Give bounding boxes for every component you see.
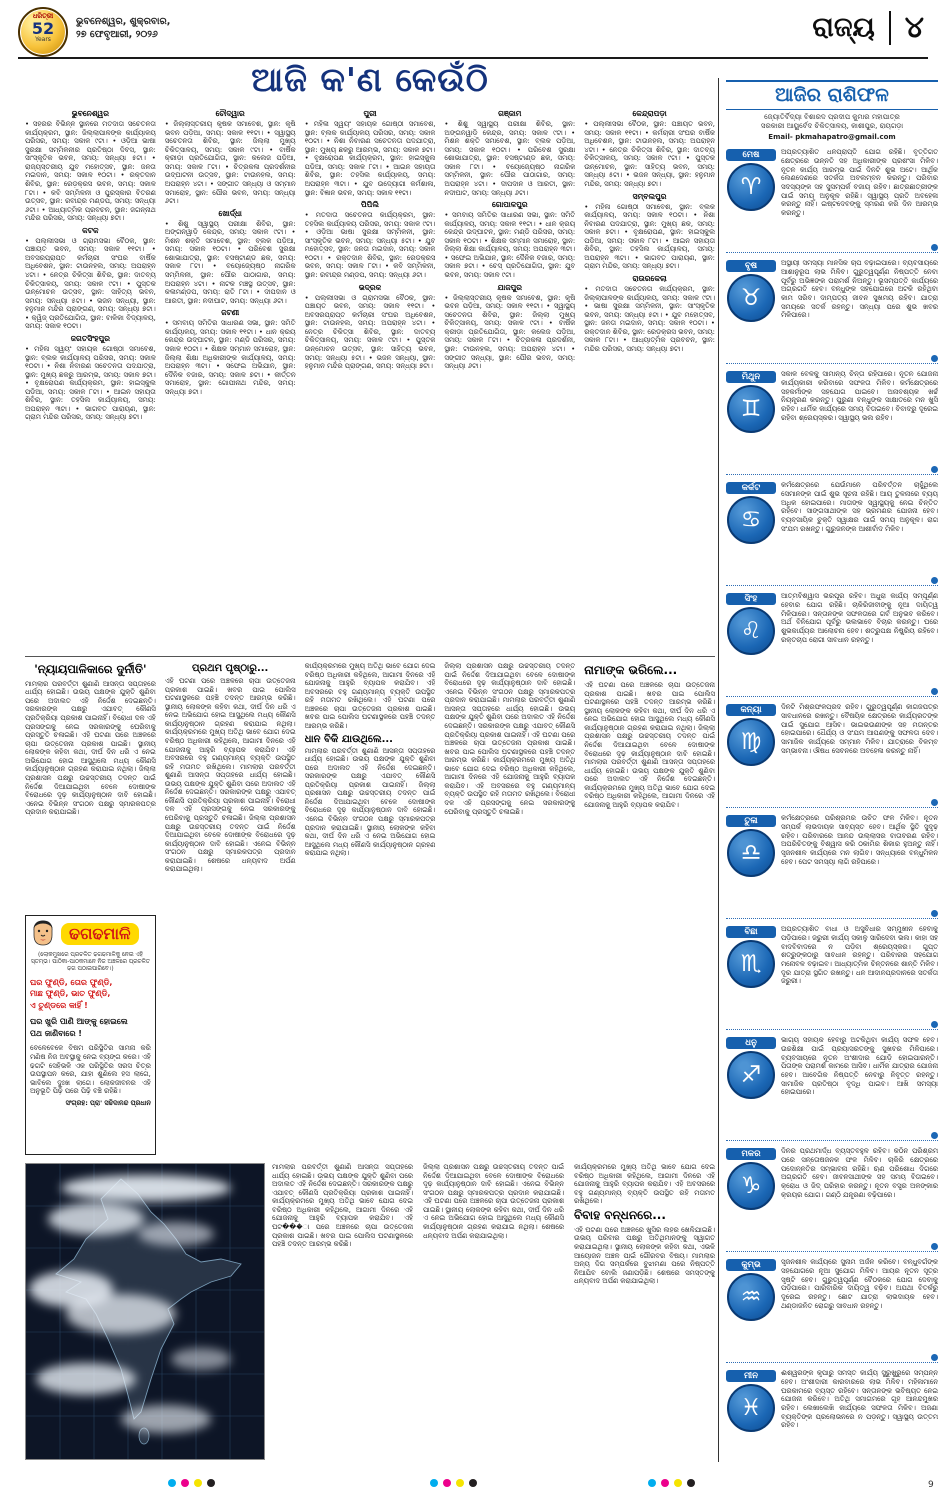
listing-text: • ସହରର ବିଭିନ୍ନ ସ୍ଥାନରେ ମତଦାତା ସଚେତନତା କାର୍ଯ୍ୟକ୍ରମ, ସ୍ଥାନ: ଜିଲ୍ଲାପାଳଙ୍କ କାର୍ଯ୍ୟାଳୟ ପରିସର, ସମୟ: ସକାଳ ୯ଟା। • ଓଡ଼ିଆ ଭାଷା ସୁରକ୍ଷା ସମ୍ମିଳନୀର ପ୍ରତିଷ୍ଠା ଦିବସ, ସ୍ଥାନ: ସାଂସ୍କୃତିକ ଭବନ, ସମୟ: ସନ୍ଧ୍ୟା ୫ଟା। • ରାଜ୍ୟସ୍ତରୀୟ ଯୁବ ମହୋତ୍ସବ, ସ୍ଥାନ: ଜନତା ମଇଦାନ, ସମୟ: ସକାଳ ୧୦ଟା। • ରକ୍ତଦାନ ଶିବିର, ସ୍ଥାନ: ରେଡ଼କ୍ରସ ଭବନ, ସମୟ: ସକାଳ ୮ଟା। • କବି ସମ୍ମିଳନୀ ଓ ପୁରସ୍କାର ବିତରଣ ଉତ୍ସବ, ସ୍ଥାନ: ରବୀନ୍ଦ୍ର ମଣ୍ଡପ, ସମୟ: ସନ୍ଧ୍ୟା ୬ଟା। • ଆଧ୍ୟାତ୍ମିକ ପ୍ରବଚନ, ସ୍ଥାନ: ଜଗନ୍ନାଥ ମନ୍ଦିର ପରିସର, ସମୟ: ସନ୍ଧ୍ୟା ୭ଟା। (25, 120, 156, 223)
dateline-date: ୨୭ ଫେବୃଆରୀ, ୨୦୨୬ (76, 28, 158, 40)
cartoon-column (25, 915, 156, 1155)
jump-from-page-one-label: ପ୍ରଥମ ପୃଷ୍ଠାରୁ... (192, 663, 269, 674)
registration-marks (430, 1479, 477, 1487)
zodiac-name: କୁମ୍ଭ (726, 1259, 776, 1271)
sagittarius-icon: ♐ (727, 1051, 775, 1099)
article-body: ମାମଲାର ପରବର୍ତ୍ତୀ ଶୁଣାଣି ଆସନ୍ତା ସପ୍ତାହରେ ଧାର୍ଯ୍ୟ ହୋଇଛି। ଉଭୟ ପକ୍ଷଙ୍କ ଯୁକ୍ତି ଶୁଣିବା ପରେ ଅଦାଲତ ଏହି ନିର୍ଦ୍ଦେଶ ଦେଇଛନ୍ତି। ସରକାରଙ୍କ ପକ୍ଷରୁ ଏଯାବତ୍ କୌଣସି ପ୍ରତିକ୍ରିୟା ପ୍ରକାଶ ପାଇନାହିଁ। ଜିଲ୍ଲା ପ୍ରଶାସନ ପକ୍ଷରୁ ଉଚ୍ଚସ୍ତରୀୟ ତଦନ୍ତ ପାଇଁ ନିର୍ଦ୍ଦେଶ ଦିଆଯାଇଥିବା ବେଳେ ଦୋଷୀଙ୍କ ବିରୋଧରେ ଦୃଢ଼ କାର୍ଯ୍ୟାନୁଷ୍ଠାନ ଦାବି ହୋଇଛି। ଏନେଇ ବିଭିନ୍ନ ସଂଗଠନ ପକ୍ଷରୁ ସ୍ମାରକପତ୍ର ପ୍ରଦାନ କରାଯାଇଛି। ସ୍ଥାନୀୟ ଲୋକଙ୍କ କହିବା କଥା, ଦୀର୍ଘ ଦିନ ଧରି ଏ ନେଇ ଅଭିଯୋଗ ହୋଇ ଆସୁଥିଲେ ମଧ୍ୟ କୌଣସି କାର୍ଯ୍ୟାନୁଷ୍ଠାନ ଗ୍ରହଣ କରାଯାଇ ନଥିଲା। (304, 746, 436, 858)
zodiac-media (726, 926, 776, 988)
city-heading: ପିପିଲି (361, 200, 379, 210)
zodiac-name: ବିଛା (726, 926, 776, 938)
page-number: ୪ (904, 10, 924, 45)
dateline (76, 16, 170, 42)
zodiac-name: ସିଂହ (726, 593, 776, 605)
article-column (165, 662, 296, 1158)
zodiac-name: କର୍କଟ (726, 482, 776, 494)
zodiac-forecast: ସକାଳ ବେଳକୁ ସାମାନ୍ୟ ଚିନ୍ତା ରହିପାରେ। ନୂତନ ଯୋଜନା କାର୍ଯ୍ୟକାରୀ କରିବାରେ ସଫଳତା ମିଳିବ। କର୍ମକ୍ଷେତ୍ରରେ ସହକର୍ମୀଙ୍କ ସହଯୋଗ ପାଇବେ। ଅନାବଶ୍ୟକ ଖର୍ଚ୍ଚ ନିୟନ୍ତ୍ରଣ କରନ୍ତୁ। ପୁରୁଣା ବନ୍ଧୁଙ୍କ ସାକ୍ଷାତରେ ମନ ଖୁସି ରହିବ। ଧାର୍ମିକ କାର୍ଯ୍ୟରେ ସମୟ ବିତାଇବେ। ବିବାଦରୁ ଦୂରେଇ ରହିବା ଶ୍ରେୟସ୍କର। ସ୍ୱାସ୍ଥ୍ୟ ଭଲ ରହିବ। (781, 370, 938, 422)
zodiac-item (726, 703, 938, 808)
cartoon-title: ଢଗଢମାଳି (61, 923, 139, 945)
zodiac-forecast: ଦିନଟି ମିଶ୍ରଫଳପ୍ରଦ ରହିବ। ଗୁରୁତ୍ୱପୂର୍ଣ୍ଣ କାଗଜପତ୍ର ସାବଧାନରେ ରଖନ୍ତୁ। ବୈଷୟିକ କ୍ଷେତ୍ରରେ କାର୍ଯ୍ୟରତଙ୍କ ପାଇଁ ସୁଯୋଗ ଆସିବ। ଭାଇଭଉଣୀଙ୍କ ସହ ମତାନ୍ତର ହୋଇପାରେ। ଧୈର୍ଯ୍ୟ ଓ ସଂଯମ ଆପଣଙ୍କୁ ସଫଳତା ଦେବ। ସାମାଜିକ କାର୍ଯ୍ୟରେ ସମ୍ମାନ ମିଳିବ। ଯାତ୍ରାରେ ବିଳମ୍ବ ସମ୍ଭାବନା। ଔଷଧ ସେବନରେ ଅବହେଳା କରନ୍ତୁ ନାହିଁ। (781, 703, 938, 755)
city-heading: ଗୋପାଳପୁର (491, 200, 528, 210)
zodiac-forecast: ଭାଗ୍ୟ ସହାୟକ ହେବାରୁ ଅଟକିଥିବା କାର୍ଯ୍ୟ ସଫଳ ହେବ। ଉଚ୍ଚଶିକ୍ଷା ପାଇଁ ପ୍ରୟାସରତଙ୍କୁ ସୁଖବର ମିଳିପାରେ। ବ୍ୟବସାୟରେ ନୂତନ ଅଂଶୀଦାର ଯୋଡ଼ି ହୋଇପାରନ୍ତି। ପିତାଙ୍କ ପରାମର୍ଶ କାମରେ ଆସିବ। ଧାର୍ମିକ ଯାତ୍ରାର ଯୋଜନା ହେବ। ଆବେଗିକ ନିଷ୍ପତ୍ତି ନେବାରୁ ନିବୃତ୍ତ ରହନ୍ତୁ। ସାମାଜିକ ପ୍ରତିଷ୍ଠା ବୃଦ୍ଧି ପାଇବ। ଆଖି ସମସ୍ୟା ହୋଇପାରେ। (781, 1036, 938, 1097)
listing-text: • ମହିଳା ସ୍ୱୟଂ ସହାୟକ ଗୋଷ୍ଠୀ ସମାବେଶ, ସ୍ଥାନ: ବ୍ଲକ କାର୍ଯ୍ୟାଳୟ ପରିସର, ସମୟ: ସକାଳ ୧୦ଟା। • ନିଶା ନିବାରଣ ସଚେତନତା ପଦଯାତ୍ରା, ସ୍ଥାନ: ମୁଖ୍ୟ ଛକରୁ ଆରମ୍ଭ, ସମୟ: ସକାଳ ୭ଟା। • ବୃକ୍ଷରୋପଣ କାର୍ଯ୍ୟକ୍ରମ, ସ୍ଥାନ: ହାଇସ୍କୁଲ ପଡ଼ିଆ, ସମୟ: ସକାଳ ୮ଟା। • ଆଇନ ସହାୟତା ଶିବିର, ସ୍ଥାନ: ତହସିଲ କାର୍ଯ୍ୟାଳୟ, ସମୟ: ଅପରାହ୍ନ ୩ଟା। • ଯୁବ ଉଦ୍ୟୋଗୀ କର୍ମଶାଳା, ସ୍ଥାନ: ବିଜ୍ଞାନ ଭବନ, ସମୟ: ସକାଳ ୧୧ଟା। (304, 120, 436, 197)
listing-text: • ମହିଳା ସ୍ୱୟଂ ସହାୟକ ଗୋଷ୍ଠୀ ସମାବେଶ, ସ୍ଥାନ: ବ୍ଲକ କାର୍ଯ୍ୟାଳୟ ପରିସର, ସମୟ: ସକାଳ ୧୦ଟା। • ନିଶା ନିବାରଣ ସଚେତନତା ପଦଯାତ୍ରା, ସ୍ଥାନ: ମୁଖ୍ୟ ଛକରୁ ଆରମ୍ଭ, ସମୟ: ସକାଳ ୭ଟା। • ବୃକ୍ଷରୋପଣ କାର୍ଯ୍ୟକ୍ରମ, ସ୍ଥାନ: ହାଇସ୍କୁଲ ପଡ଼ିଆ, ସମୟ: ସକାଳ ୮ଟା। • ଆଇନ ସହାୟତା ଶିବିର, ସ୍ଥାନ: ତହସିଲ କାର୍ଯ୍ୟାଳୟ, ସମୟ: ଅପରାହ୍ନ ୩ଟା। • ଭାଗବତ ପାରାୟଣ, ସ୍ଥାନ: ଗ୍ରାମ ମନ୍ଦିର ପରିସର, ସମୟ: ସନ୍ଧ୍ୟା ୭ଟା। (25, 344, 156, 422)
listing-column (444, 106, 575, 652)
listing-text: • ମତଦାତା ସଚେତନତା କାର୍ଯ୍ୟକ୍ରମ, ସ୍ଥାନ: ତହସିଲ କାର୍ଯ୍ୟାଳୟ ପରିସର, ସମୟ: ସକାଳ ୯ଟା। • ଓଡ଼ିଆ ଭାଷା ସୁରକ୍ଷା ସମ୍ମିଳନୀ, ସ୍ଥାନ: ସାଂସ୍କୃତିକ ଭବନ, ସମୟ: ସନ୍ଧ୍ୟା ୫ଟା। • ଯୁବ ମହୋତ୍ସବ, ସ୍ଥାନ: ଜନତା ମଇଦାନ, ସମୟ: ସକାଳ ୧୦ଟା। • ରକ୍ତଦାନ ଶିବିର, ସ୍ଥାନ: ରେଡ଼କ୍ରସ ଭବନ, ସମୟ: ସକାଳ ୮ଟା। • କବି ସମ୍ମିଳନୀ, ସ୍ଥାନ: ରବୀନ୍ଦ୍ର ମଣ୍ଡପ, ସମୟ: ସନ୍ଧ୍ୟା ୬ଟା। (304, 211, 436, 279)
zodiac-forecast: ଅସ୍ଥାୟୀ ସମସ୍ୟା ମାନସିକ ଚାପ ବଢ଼ାଇପାରେ। ବ୍ୟବସାୟରେ ଆଶାନୁରୂପ ଲାଭ ମିଳିବ। ଗୁରୁତ୍ୱପୂର୍ଣ୍ଣ ନିଷ୍ପତ୍ତି ନେବା ପୂର୍ବରୁ ଅଭିଜ୍ଞଙ୍କ ପରାମର୍ଶ ନିଅନ୍ତୁ। ଭୂସମ୍ପତ୍ତି କାର୍ଯ୍ୟରେ ଅଗ୍ରଗତି ହେବ। ବନ୍ଧୁଙ୍କ ସହଯୋଗରେ ଅଟକି ରହିଥିବା କାମ ସରିବ। ଦାମ୍ପତ୍ୟ ଜୀବନ ସୁଖମୟ ରହିବ। ଯାତ୍ରା ସମୟରେ ସତର୍କ ରହନ୍ତୁ। ସନ୍ଧ୍ୟା ପରେ ଶୁଭ ଖବର ମିଳିପାରେ। (781, 259, 938, 320)
cartoon-body: ବେଳେବେଳେ ବିଷମ ପରିସ୍ଥିତିର ସାମନା କରି ମଣିଷ ନିଜ ଅବସ୍ଥାକୁ ନେଇ ବ୍ୟଙ୍ଗ କରେ। ଏହି ଢଗଟି ସେହିଭଳି ଏକ ପରିସ୍ଥିତିର ସରସ ଚିତ୍ର ଉପସ୍ଥାପନ କରେ, ଯାହା ଶୁଣିଲେ ହସ ଲାଗେ, ଭାବିଲେ ଦୁଃଖ ଲାଗେ। ଲୋକଜୀବନର ଏହି ଅନୁଭୂତି ପିଢ଼ି ପରେ ପିଢ଼ି ବଞ୍ଚି ରହିଛି। (30, 1044, 151, 1096)
zodiac-forecast: କର୍ମକ୍ଷେତ୍ରରେ ପରିଶ୍ରମର ଉଚିତ ଫଳ ମିଳିବ। ନୂତନ ସମ୍ପର୍କ ଲାଭଦାୟକ ସାବ୍ୟସ୍ତ ହେବ। ଆର୍ଥିକ ସ୍ଥିତି ସୁଦୃଢ଼ ରହିବ। ପରିବାରରେ ଆନନ୍ଦ ଉଲ୍ଲାସର ବାତାବରଣ ରହିବ। ଅପରିଚିତଙ୍କୁ ବିଶ୍ୱାସ କରି ଠକାମିର ଶିକାର ହୁଅନ୍ତୁ ନାହିଁ। ସୃଜନଶୀଳ କାର୍ଯ୍ୟରେ ମନ ଲାଗିବ। ସନ୍ଧ୍ୟାରେ ବନ୍ଧୁମିଳନ ହେବ। ପେଟ ସମସ୍ୟା ଲାଗି ରହିପାରେ। (781, 814, 938, 866)
divider (25, 656, 715, 657)
aquarius-icon: ♒ (727, 1273, 775, 1321)
zodiac-item (726, 370, 938, 475)
zodiac-media (726, 260, 776, 322)
city-heading: ପୁରୀ (363, 109, 377, 118)
article-judiciary (25, 663, 156, 910)
section-block (812, 10, 924, 45)
zodiac-name: ମୀନ (726, 1370, 776, 1382)
listing-text: • ଜିଲ୍ଲାସ୍ତରୀୟ କୃଷକ ସମାବେଶ, ସ୍ଥାନ: କୃଷି ଭବନ ପଡ଼ିଆ, ସମୟ: ସକାଳ ୧୧ଟା। • ସ୍ୱାସ୍ଥ୍ୟ ସଚେତନତା ଶିବିର, ସ୍ଥାନ: ଜିଲ୍ଲା ମୁଖ୍ୟ ଚିକିତ୍ସାଳୟ, ସମୟ: ସକାଳ ୯ଟା। • ବାର୍ଷିକ କ୍ରୀଡ଼ା ପ୍ରତିଯୋଗିତା, ସ୍ଥାନ: କଲେଜ ପଡ଼ିଆ, ସମୟ: ସକାଳ ୮ଟା। • ଚିତ୍ରକଳା ପ୍ରଦର୍ଶନୀର ଉଦ୍‌ଘାଟନୀ ଉତ୍ସବ, ସ୍ଥାନ: ଟାଉନହଲ, ସମୟ: ଅପରାହ୍ନ ୪ଟା। • ସଙ୍ଗୀତ ସନ୍ଧ୍ୟା ଓ ସମ୍ମାନ ସମାରୋହ, ସ୍ଥାନ: ପୌର ଭବନ, ସମୟ: ସନ୍ଧ୍ୟା ୬ଟା। (164, 120, 296, 206)
zodiac-media (726, 1148, 776, 1210)
dateline-city-day: ଭୁବନେଶ୍ୱର, ଶୁକ୍ରବାର, (76, 16, 171, 27)
zodiac-item (726, 925, 938, 1030)
verse-line: ଏ ତୁଣ୍ଡରେ କାହିଁ ! (30, 1000, 88, 1010)
zodiac-name: ମକର (726, 1148, 776, 1160)
virgo-icon: ♍ (727, 718, 775, 766)
zodiac-item (726, 814, 938, 919)
city-heading: ଭଦ୍ରକ (358, 282, 382, 292)
dharitri-anniversary-logo (18, 7, 68, 57)
city-heading: ଜଗତସିଂହପୁର (70, 333, 111, 343)
listing-column (305, 106, 436, 652)
divider (718, 78, 719, 1462)
city-heading: ଯାଜପୁର (497, 282, 523, 292)
capricorn-icon: ♑ (727, 1162, 775, 1210)
zodiac-name: ମିଥୁନ (726, 371, 776, 383)
zodiac-forecast: କର୍ମକ୍ଷେତ୍ରରେ ଯେଉଁମାନେ ପରିବର୍ତ୍ତନ ଚାହୁଁଥିଲେ ସେମାନଙ୍କ ପାଇଁ ଶୁଭ ସୂଚନା ରହିଛି। ଆୟ ତୁଳନାରେ ବ୍ୟୟ ଅଧିକ ହୋଇପାରେ। ମାତାଙ୍କ ସ୍ୱାସ୍ଥ୍ୟକୁ ନେଇ ଚିନ୍ତିତ ରହିବେ। ସାଙ୍ଗସାଥୀଙ୍କ ସହ ଭ୍ରମଣର ଯୋଜନା ହେବ। ବ୍ୟବସାୟିକ ଚୁକ୍ତି ସ୍ୱାକ୍ଷର ପାଇଁ ସମୟ ଅନୁକୂଳ। ରାଗ ସଂଯମ ରଖନ୍ତୁ। ଗୁରୁଜନଙ୍କ ଆଶୀର୍ବାଦ ମିଳିବ। (781, 481, 938, 533)
zodiac-item (726, 1369, 938, 1462)
listing-text: • ଜିଲ୍ଲାସ୍ତରୀୟ କୃଷକ ସମାବେଶ, ସ୍ଥାନ: କୃଷି ଭବନ ପଡ଼ିଆ, ସମୟ: ସକାଳ ୧୧ଟା। • ସ୍ୱାସ୍ଥ୍ୟ ସଚେତନତା ଶିବିର, ସ୍ଥାନ: ଜିଲ୍ଲା ମୁଖ୍ୟ ଚିକିତ୍ସାଳୟ, ସମୟ: ସକାଳ ୯ଟା। • ବାର୍ଷିକ କ୍ରୀଡ଼ା ପ୍ରତିଯୋଗିତା, ସ୍ଥାନ: କଲେଜ ପଡ଼ିଆ, ସମୟ: ସକାଳ ୮ଟା। • ଚିତ୍ରକଳା ପ୍ରଦର୍ଶନୀ, ସ୍ଥାନ: ଟାଉନହଲ, ସମୟ: ଅପରାହ୍ନ ୪ଟା। • ସଙ୍ଗୀତ ସନ୍ଧ୍ୟା, ସ୍ଥାନ: ପୌର ଭବନ, ସମୟ: ସନ୍ଧ୍ୟା ୬ଟା। (444, 293, 576, 371)
article-body: ମାମଲାର ପରବର୍ତ୍ତୀ ଶୁଣାଣି ଆସନ୍ତା ସପ୍ତାହରେ ଧାର୍ଯ୍ୟ ହୋଇଛି। ଉଭୟ ପକ୍ଷଙ୍କ ଯୁକ୍ତି ଶୁଣିବା ପରେ ଅଦାଲତ ଏହି ନିର୍ଦ୍ଦେଶ ଦେଇଛନ୍ତି। ସରକାରଙ୍କ ପକ୍ଷରୁ ଏଯାବତ୍ କୌଣସି ପ୍ରତିକ୍ରିୟା ପ୍ରକାଶ ପାଇନାହିଁ। କାର୍ଯ୍ୟକ୍ରମରେ ମୁଖ୍ୟ ଅତିଥି ଭାବେ ଯୋଗ ଦେଇ ବରିଷ୍ଠ ଅଧିକାରୀ କହିଥିଲେ, ଆଗାମୀ ଦିନରେ ଏହି ଯୋଜନାକୁ ଆହୁରି ବ୍ୟାପକ କରାଯିବ। ଏହି ଘଟ���ା ପରେ ଅଞ୍ଚଳରେ ଚାପା ଉତ୍ତେଜନା ପ୍ରକାଶ ପାଇଛି। ଖବର ପାଇ ପୋଲିସ ଘଟଣାସ୍ଥଳରେ ପହଞ୍ଚି ତଦନ୍ତ ଆରମ୍ଭ କରିଛି। (272, 1163, 413, 1249)
scorpio-icon: ♏ (727, 940, 775, 988)
city-heading: ଜଟଣୀ (221, 308, 240, 318)
zodiac-item (726, 259, 938, 364)
horoscope-title: ଆଜିର ରାଶିଫଳ (726, 80, 938, 110)
listing-column (165, 106, 296, 652)
zodiac-media (726, 704, 776, 766)
article-body: ଏହି ଘଟଣା ପରେ ଅଞ୍ଚଳରେ ଚାପା ଉତ୍ତେଜନା ପ୍ରକାଶ ପାଇଛି। ଖବର ପାଇ ପୋଲିସ ଘଟଣାସ୍ଥଳରେ ପହଞ୍ଚି ତଦନ୍ତ ଆରମ୍ଭ କରିଛି। ସ୍ଥାନୀୟ ଲୋକଙ୍କ କହିବା କଥା, ଦୀର୍ଘ ଦିନ ଧରି ଏ ନେଇ ଅଭିଯୋଗ ହୋଇ ଆସୁଥିଲେ ମଧ୍ୟ କୌଣସି କାର୍ଯ୍ୟାନୁଷ୍ଠାନ ଗ୍ରହଣ କରାଯାଇ ନଥିଲା। ଜିଲ୍ଲା ପ୍ରଶାସନ ପକ୍ଷରୁ ଉଚ୍ଚସ୍ତରୀୟ ତଦନ୍ତ ପାଇଁ ନିର୍ଦ୍ଦେଶ ଦିଆଯାଇଥିବା ବେଳେ ଦୋଷୀଙ୍କ ବିରୋଧରେ ଦୃଢ଼ କାର୍ଯ୍ୟାନୁଷ୍ଠାନ ଦାବି ହୋଇଛି। ମାମଲାର ପରବର୍ତ୍ତୀ ଶୁଣାଣି ଆସନ୍ତା ସପ୍ତାହରେ ଧାର୍ଯ୍ୟ ହୋଇଛି। ଉଭୟ ପକ୍ଷଙ୍କ ଯୁକ୍ତି ଶୁଣିବା ପରେ ଅଦାଲତ ଏହି ନିର୍ଦ୍ଦେଶ ଦେଇଛନ୍ତି। କାର୍ଯ୍ୟକ୍ରମରେ ମୁଖ୍ୟ ଅତିଥି ଭାବେ ଯୋଗ ଦେଇ ବରିଷ୍ଠ ଅଧିକାରୀ କହିଥିଲେ, ଆଗାମୀ ଦିନରେ ଏହି ଯୋଜନାକୁ ଆହୁରି ବ୍ୟାପକ କରାଯିବ। (584, 681, 715, 809)
listing-text: • ଶିଶୁ ସ୍ୱାସ୍ଥ୍ୟ ପରୀକ୍ଷା ଶିବିର, ସ୍ଥାନ: ଅଙ୍ଗନୱାଡ଼ି କେନ୍ଦ୍ର, ସମୟ: ସକାଳ ୯ଟା। • ମିଶନ ଶକ୍ତି ସମାବେଶ, ସ୍ଥାନ: ବ୍ଲକ ପଡ଼ିଆ, ସମୟ: ସକାଳ ୧୦ଟା। • ପରିବେଶ ସୁରକ୍ଷା ଶୋଭାଯାତ୍ରା, ସ୍ଥାନ: ବସଷ୍ଟାଣ୍ଡ ଛକ, ସମୟ: ସକାଳ ୮ଟା। • ବୟୋଜ୍ୟେଷ୍ଠ ନାଗରିକ ସମ୍ମିଳନୀ, ସ୍ଥାନ: ପୌର ପାଠାଗାର, ସମୟ: ଅପରାହ୍ନ ୪ଟା। • ନାଟକ ମଞ୍ଚସ୍ଥ ଉତ୍ସବ, ସ୍ଥାନ: କଳାମଣ୍ଡପ, ସମୟ: ରାତି ୮ଟା। • ଦୀପଦାନ ଓ ଆରତୀ, ସ୍ଥାନ: ନଦୀଘାଟ, ସମୟ: ସନ୍ଧ୍ୟା ୬ଟା। (164, 219, 296, 305)
zodiac-media (726, 482, 776, 544)
anniversary-label: Years (35, 36, 51, 44)
article-column (584, 662, 715, 1158)
registration-marks (648, 1479, 695, 1487)
zodiac-media (726, 371, 776, 433)
city-heading: ଗଞ୍ଜାମ (498, 109, 522, 118)
zodiac-media (726, 815, 776, 877)
city-heading: କଟକ (82, 225, 99, 235)
listing-text: • ମତଦାତା ସଚେତନତା କାର୍ଯ୍ୟକ୍ରମ, ସ୍ଥାନ: ଜିଲ୍ଲାପାଳଙ୍କ କାର୍ଯ୍ୟାଳୟ, ସମୟ: ସକାଳ ୯ଟା। • ଭାଷା ସୁରକ୍ଷା ସମ୍ମିଳନୀ, ସ୍ଥାନ: ସାଂସ୍କୃତିକ ଭବନ, ସମୟ: ସନ୍ଧ୍ୟା ୫ଟା। • ଯୁବ ମହୋତ୍ସବ, ସ୍ଥାନ: ଜନତା ମଇଦାନ, ସମୟ: ସକାଳ ୧୦ଟା। • ରକ୍ତଦାନ ଶିବିର, ସ୍ଥାନ: ରେଡ଼କ୍ରସ ଭବନ, ସମୟ: ସକାଳ ୮ଟା। • ଆଧ୍ୟାତ୍ମିକ ପ୍ରବଚନ, ସ୍ଥାନ: ମନ୍ଦିର ପରିସର, ସମୟ: ସନ୍ଧ୍ୟା ୭ଟା। (584, 285, 715, 353)
article-body: ଏହି ଘଟଣା ପରେ ଅଞ୍ଚଳରେ ଚାପା ଉତ୍ତେଜନା ପ୍ରକାଶ ପାଇଛି। ଖବର ପାଇ ପୋଲିସ ଘଟଣାସ୍ଥଳରେ ପହଞ୍ଚି ତଦନ୍ତ ଆରମ୍ଭ କରିଛି। ସ୍ଥାନୀୟ ଲୋକଙ୍କ କହିବା କଥା, ଦୀର୍ଘ ଦିନ ଧରି ଏ ନେଇ ଅଭିଯୋଗ ହୋଇ ଆସୁଥିଲେ ମଧ୍ୟ କୌଣସି କାର୍ଯ୍ୟାନୁଷ୍ଠାନ ଗ୍ରହଣ କରାଯାଇ ନଥିଲା। କାର୍ଯ୍ୟକ୍ରମରେ ମୁଖ୍ୟ ଅତିଥି ଭାବେ ଯୋଗ ଦେଇ ବରିଷ୍ଠ ଅଧିକାରୀ କହିଥିଲେ, ଆଗାମୀ ଦିନରେ ଏହି ଯୋଜନାକୁ ଆହୁରି ବ୍ୟାପକ କରାଯିବ। ଏହି ଅବସରରେ ବହୁ ଗଣ୍ୟମାନ୍ୟ ବ୍ୟକ୍ତି ଉପସ୍ଥିତ ରହି ମତାମତ ରଖିଥିଲେ। ମାମଲାର ପରବର୍ତ୍ତୀ ଶୁଣାଣି ଆସନ୍ତା ସପ୍ତାହରେ ଧାର୍ଯ୍ୟ ହୋଇଛି। ଉଭୟ ପକ୍ଷଙ୍କ ଯୁକ୍ତି ଶୁଣିବା ପରେ ଅଦାଲତ ଏହି ନିର୍ଦ୍ଦେଶ ଦେଇଛନ୍ତି। ସରକାରଙ୍କ ପକ୍ଷରୁ ଏଯାବତ୍ କୌଣସି ପ୍ରତିକ୍ରିୟା ପ୍ରକାଶ ପାଇନାହିଁ। ବିରୋଧୀ ଦଳ ଏହି ପ୍ରସଙ୍ଗକୁ ନେଇ ସରକାରଙ୍କୁ ଘେରିବାକୁ ପ୍ରସ୍ତୁତି ଚଳାଇଛି। ଜିଲ୍ଲା ପ୍ରଶାସନ ପକ୍ଷରୁ ଉଚ୍ଚସ୍ତରୀୟ ତଦନ୍ତ ପାଇଁ ନିର୍ଦ୍ଦେଶ ଦିଆଯାଇଥିବା ବେଳେ ଦୋଷୀଙ୍କ ବିରୋଧରେ ଦୃଢ଼ କାର୍ଯ୍ୟାନୁଷ୍ଠାନ ଦାବି ହୋଇଛି। ଏନେଇ ବିଭିନ୍ନ ସଂଗଠନ ପକ୍ଷରୁ ସ୍ମାରକପତ୍ର ପ୍ରଦାନ କରାଯାଇଛି। ଶେଷରେ ଧନ୍ୟବାଦ ଅର୍ପଣ କରାଯାଇଥିଲା। (164, 677, 296, 874)
pisces-icon: ♓ (727, 1384, 775, 1432)
article-column (423, 1163, 564, 1458)
anniversary-number: 52 (31, 18, 55, 38)
astrologer-email: Email- pkmahapatro@gmail.com (768, 133, 896, 142)
astrologer-address: ସରକାରୀ ଆୟୁର୍ବେଦ ଚିକିତ୍ସାଳୟ, କାଶୀପୁର, ରାୟଗଡ଼ା (760, 122, 904, 131)
listings-headline: ଆଜି କ'ଣ କେଉଁଠି (251, 60, 489, 99)
event-listings (25, 106, 715, 652)
article-body: କାର୍ଯ୍ୟକ୍ରମରେ ମୁଖ୍ୟ ଅତିଥି ଭାବେ ଯୋଗ ଦେଇ ବରିଷ୍ଠ ଅଧିକାରୀ କହିଥିଲେ, ଆଗାମୀ ଦିନରେ ଏହି ଯୋଜନାକୁ ଆହୁରି ବ୍ୟାପକ କରାଯିବ। ଏହି ଅବସରରେ ବହୁ ଗଣ୍ୟମାନ୍ୟ ବ୍ୟକ୍ତି ଉପସ୍ଥିତ ରହି ମତାମତ ରଖିଥିଲେ। ଏହି ଘଟଣା ପରେ ଅଞ୍ଚଳରେ ଚାପା ଉତ୍ତେଜନା ପ୍ରକାଶ ପାଇଛି। ଖବର ପାଇ ପୋଲିସ ଘଟଣାସ୍ଥଳରେ ପହଞ୍ଚି ତଦନ୍ତ ଆରମ୍ଭ କରିଛି। (304, 662, 436, 730)
article-column (574, 1163, 715, 1458)
masthead (18, 6, 928, 56)
zodiac-item (726, 481, 938, 586)
article-column (444, 662, 575, 1158)
article-column (25, 662, 156, 1158)
cartoon-footer: ସଂଗ୍ରହ: ପ୍ରା' ସଚ୍ଚିଦାନନ୍ଦ ପ୍ରଧାନ (65, 1098, 151, 1107)
cartoon-title-row (30, 919, 151, 949)
listing-text: • ସମବାୟ ସମିତିର ସାଧାରଣ ସଭା, ସ୍ଥାନ: ସମିତି କାର୍ଯ୍ୟାଳୟ, ସମୟ: ସକାଳ ୧୧ଟା। • ଧାନ କ୍ରୟ କେନ୍ଦ୍ର ଉଦ୍‌ଘାଟନ, ସ୍ଥାନ: ମଣ୍ଡି ପରିସର, ସମୟ: ସକାଳ ୧୦ଟା। • ଶିକ୍ଷକ ସମ୍ମାନ ସମାରୋହ, ସ୍ଥାନ: ଜିଲ୍ଲା ଶିକ୍ଷା କାର୍ଯ୍ୟାଳୟ, ସମୟ: ଅପରାହ୍ନ ୩ଟା। • ସଫେଇ ଅଭିଯାନ, ସ୍ଥାନ: ଦୈନିକ ବଜାର, ସମୟ: ସକାଳ ୭ଟା। • ଚେସ୍ ପ୍ରତିଯୋଗିତା, ସ୍ଥାନ: ଯୁବ ଭବନ, ସମୟ: ସକାଳ ୯ଟା। (444, 211, 576, 279)
zodiac-forecast: ସୃଜନଶୀଳ କାର୍ଯ୍ୟରେ ସୁନାମ ଅର୍ଜନ କରିବେ। ବନ୍ଧୁବର୍ଗଙ୍କ ସହଯୋଗରେ ନୂଆ ସୁଯୋଗ ମିଳିବ। ଆୟର ନୂତନ ସୂତ୍ର ସୃଷ୍ଟି ହେବ। ଗୁରୁତ୍ୱପୂର୍ଣ୍ଣ ବୈଠକରେ ଯୋଗ ଦେବାକୁ ପଡ଼ିପାରେ। ପାରିବାରିକ ଦାୟିତ୍ୱ ବଢ଼ିବ। ଅଯଥା ବିତର୍କରୁ ଦୂରେଇ ରହନ୍ତୁ। ଛୋଟ ଯାତ୍ରା ଲାଭଦାୟକ ହେବ। ଥଣ୍ଡାଜନିତ ରୋଗରୁ ସାବଧାନ ରହନ୍ତୁ। (781, 1258, 938, 1310)
listing-column (25, 106, 156, 652)
zodiac-name: କନ୍ୟା (726, 704, 776, 716)
astrologer-credit: ଜ୍ୟୋତିର୍ବିଦ୍ୟା ବିଶାରଦ ପ୍ରଦୀପ କୁମାର ମହାପାତ୍ର (764, 113, 900, 121)
article-body: ଜିଲ୍ଲା ପ୍ରଶାସନ ପକ୍ଷରୁ ଉଚ୍ଚସ୍ତରୀୟ ତଦନ୍ତ ପାଇଁ ନିର୍ଦ୍ଦେଶ ଦିଆଯାଇଥିବା ବେଳେ ଦୋଷୀଙ୍କ ବିରୋଧରେ ଦୃଢ଼ କାର୍ଯ୍ୟାନୁଷ୍ଠାନ ଦାବି ହୋଇଛି। ଏନେଇ ବିଭିନ୍ନ ସଂଗଠନ ପକ୍ଷରୁ ସ୍ମାରକପତ୍ର ପ୍ରଦାନ କରାଯାଇଛି। ଏହି ଘଟଣା ପରେ ଅଞ୍ଚଳରେ ଚାପା ଉତ୍ତେଜନା ପ୍ରକାଶ ପାଇଛି। ସ୍ଥାନୀୟ ଲୋକଙ୍କ କହିବା କଥା, ଦୀର୍ଘ ଦିନ ଧରି ଏ ନେଇ ଅଭିଯୋଗ ହୋଇ ଆସୁଥିଲେ ମଧ୍ୟ କୌଣସି କାର୍ଯ୍ୟାନୁଷ୍ଠାନ ଗ୍ରହଣ କରାଯାଇ ନଥିଲା। ଶେଷରେ ଧନ୍ୟବାଦ ଅର୍ପଣ କରାଯାଇଥିଲା। (423, 1163, 564, 1240)
zodiac-forecast: ଦିନର ପ୍ରଥମାର୍ଦ୍ଧ ବ୍ୟସ୍ତବହୁଳ ରହିବ। କଠିନ ପରିଶ୍ରମ ପରେ ସନ୍ତୋଷଜନକ ଫଳ ମିଳିବ। ଚାକିରି କ୍ଷେତ୍ରରେ ପଦୋନ୍ନତିର ସମ୍ଭାବନା ରହିଛି। ଋଣ ପରିଶୋଧ ଦିଗରେ ଅଗ୍ରଗତି ହେବ। ଜୀବନସାଥୀଙ୍କ ସହ ସମୟ ବିତାଇବେ। କ୍ରୋଧ ଓ ଜିଦ୍ ପରିହାର କରନ୍ତୁ। ନୂତନ ବସ୍ତ୍ର ଅଳଙ୍କାର କ୍ରୟର ଯୋଗ। ଗଣ୍ଠି ଯନ୍ତ୍ରଣା ବଢ଼ିପାରେ। (781, 1147, 938, 1199)
article-body: ଜିଲ୍ଲା ପ୍ରଶାସନ ପକ୍ଷରୁ ଉଚ୍ଚସ୍ତରୀୟ ତଦନ୍ତ ପାଇଁ ନିର୍ଦ୍ଦେଶ ଦିଆଯାଇଥିବା ବେଳେ ଦୋଷୀଙ୍କ ବିରୋଧରେ ଦୃଢ଼ କାର୍ଯ୍ୟାନୁଷ୍ଠାନ ଦାବି ହୋଇଛି। ଏନେଇ ବିଭିନ୍ନ ସଂଗଠନ ପକ୍ଷରୁ ସ୍ମାରକପତ୍ର ପ୍ରଦାନ କରାଯାଇଛି। ମାମଲାର ପରବର୍ତ୍ତୀ ଶୁଣାଣି ଆସନ୍ତା ସପ୍ତାହରେ ଧାର୍ଯ୍ୟ ହୋଇଛି। ଉଭୟ ପକ୍ଷଙ୍କ ଯୁକ୍ତି ଶୁଣିବା ପରେ ଅଦାଲତ ଏହି ନିର୍ଦ୍ଦେଶ ଦେଇଛନ୍ତି। ସରକାରଙ୍କ ପକ୍ଷରୁ ଏଯାବତ୍ କୌଣସି ପ୍ରତିକ୍ରିୟା ପ୍ରକାଶ ପାଇନାହିଁ। ଏହି ଘଟଣା ପରେ ଅଞ୍ଚଳରେ ଚାପା ଉତ୍ତେଜନା ପ୍ରକାଶ ପାଇଛି। ଖବର ପାଇ ପୋଲିସ ଘଟଣାସ୍ଥଳରେ ପହଞ୍ଚି ତଦନ୍ତ ଆରମ୍ଭ କରିଛି। କାର୍ଯ୍ୟକ୍ରମରେ ମୁଖ୍ୟ ଅତିଥି ଭାବେ ଯୋଗ ଦେଇ ବରିଷ୍ଠ ଅଧିକାରୀ କହିଥିଲେ, ଆଗାମୀ ଦିନରେ ଏହି ଯୋଜନାକୁ ଆହୁରି ବ୍ୟାପକ କରାଯିବ। ଏହି ଅବସରରେ ବହୁ ଗଣ୍ୟମାନ୍ୟ ବ୍ୟକ୍ତି ଉପସ୍ଥିତ ରହି ମତାମତ ରଖିଥିଲେ। ବିରୋଧୀ ଦଳ ଏହି ପ୍ରସଙ୍ଗକୁ ନେଇ ସରକାରଙ୍କୁ ଘେରିବାକୁ ପ୍ରସ୍ତୁତି ଚଳାଇଛି। (444, 662, 576, 816)
verse-line: ମାଛ ଫୁଣ୍ଡି, ଭାତ ଫୁଣ୍ଡି, (30, 989, 111, 999)
zodiac-name: ମେଷ (726, 149, 776, 161)
divider (889, 11, 891, 45)
city-heading: ଖୋର୍ଦ୍ଧା (218, 208, 242, 218)
zodiac-media (726, 1259, 776, 1321)
brand-name: ଧରିତ୍ରୀ (32, 12, 54, 20)
listing-text: • ପଲ୍ଲୀସଭା ଓ ଗ୍ରାମସଭା ବୈଠକ, ସ୍ଥାନ: ପଞ୍ଚାୟତ ଭବନ, ସମୟ: ସକାଳ ୧୧ଟା। • ଅବସରପ୍ରାପ୍ତ କର୍ମଚାରୀ ସଂଘର ଅଧିବେଶନ, ସ୍ଥାନ: ଟାଉନହଲ, ସମୟ: ଅପରାହ୍ନ ୪ଟା। • ନେତ୍ର ଚିକିତ୍ସା ଶିବିର, ସ୍ଥାନ: ଦାତବ୍ୟ ଚିକିତ୍ସାଳୟ, ସମୟ: ସକାଳ ୯ଟା। • ପୁସ୍ତକ ଉନ୍ମୋଚନ ଉତ୍ସବ, ସ୍ଥାନ: ସାହିତ୍ୟ ଭବନ, ସମୟ: ସନ୍ଧ୍ୟା ୫ଟା। • ଭଜନ ସନ୍ଧ୍ୟା, ସ୍ଥାନ: ହନୁମାନ ମନ୍ଦିର ପ୍ରାଙ୍ଗଣ, ସମୟ: ସନ୍ଧ୍ୟା ୭ଟା। (304, 293, 436, 371)
satellite-map-graphic (26, 1164, 264, 1459)
listing-text: • ପଲ୍ଲୀସଭା ଓ ଗ୍ରାମସଭା ବୈଠକ, ସ୍ଥାନ: ପଞ୍ଚାୟତ ଭବନ, ସମୟ: ସକାଳ ୧୧ଟା। • ଅବସରପ୍ରାପ୍ତ କର୍ମଚାରୀ ସଂଘର ବାର୍ଷିକ ଅଧିବେଶନ, ସ୍ଥାନ: ଟାଉନହଲ, ସମୟ: ଅପରାହ୍ନ ୪ଟା। • ନେତ୍ର ଚିକିତ୍ସା ଶିବିର, ସ୍ଥାନ: ଦାତବ୍ୟ ଚିକିତ୍ସାଳୟ, ସମୟ: ସକାଳ ୯ଟା। • ପୁସ୍ତକ ଉନ୍ମୋଚନ ଉତ୍ସବ, ସ୍ଥାନ: ସାହିତ୍ୟ ଭବନ, ସମୟ: ସନ୍ଧ୍ୟା ୫ଟା। • ଭଜନ ସନ୍ଧ୍ୟା, ସ୍ଥାନ: ହନୁମାନ ମନ୍ଦିର ପ୍ରାଙ୍ଗଣ, ସମୟ: ସନ୍ଧ୍ୟା ୭ଟା। • କ୍ୱିଜ୍ ପ୍ରତିଯୋଗିତା, ସ୍ଥାନ: ବାଳିକା ବିଦ୍ୟାଳୟ, ସମୟ: ସକାଳ ୧୦ଟା। (25, 236, 156, 331)
listing-text: • ମହିଳା ଗୋଷ୍ଠୀ ସମାବେଶ, ସ୍ଥାନ: ବ୍ଲକ କାର୍ଯ୍ୟାଳୟ, ସମୟ: ସକାଳ ୧୦ଟା। • ନିଶା ନିବାରଣ ପଦଯାତ୍ରା, ସ୍ଥାନ: ମୁଖ୍ୟ ଛକ, ସମୟ: ସକାଳ ୭ଟା। • ବୃକ୍ଷରୋପଣ, ସ୍ଥାନ: ହାଇସ୍କୁଲ ପଡ଼ିଆ, ସମୟ: ସକାଳ ୮ଟା। • ଆଇନ ସହାୟତା ଶିବିର, ସ୍ଥାନ: ତହସିଲ କାର୍ଯ୍ୟାଳୟ, ସମୟ: ଅପରାହ୍ନ ୩ଟା। • ଭାଗବତ ପାରାୟଣ, ସ୍ଥାନ: ଗ୍ରାମ ମନ୍ଦିର, ସମୟ: ସନ୍ଧ୍ୟା ୭ଟା। (584, 202, 715, 271)
taurus-icon: ♉ (727, 274, 775, 322)
zodiac-forecast: ଅପ୍ରତ୍ୟାଶିତ ଧନପ୍ରାପ୍ତି ଯୋଗ ରହିଛି। ବୃତ୍ତିଗତ କ୍ଷେତ୍ରରେ ଉନ୍ନତି ସହ ଅଧିକାରୀଙ୍କ ପ୍ରଶଂସା ମିଳିବ। ନୂତନ କାର୍ଯ୍ୟ ଆରମ୍ଭ ପାଇଁ ଦିନଟି ଶୁଭ ଅଟେ। ଆର୍ଥିକ ଲେଣଦେଣରେ ସତର୍କତା ଅବଲମ୍ବନ କରନ୍ତୁ। ପରିବାର ସଦସ୍ୟଙ୍କ ସହ ସୁସମ୍ପର୍କ ବଜାୟ ରହିବ। ଛାତ୍ରଛାତ୍ରୀଙ୍କ ପାଇଁ ସମୟ ଅନୁକୂଳ ରହିଛି। ସ୍ୱାସ୍ଥ୍ୟ ପ୍ରତି ଅବହେଳା କରନ୍ତୁ ନାହିଁ। ଇଷ୍ଟଦେବଙ୍କୁ ସ୍ମରଣ କରି ଦିନ ଆରମ୍ଭ କରନ୍ତୁ। (781, 148, 938, 218)
verse-line: ପଥ ଜାଣିବାରେ ! (30, 1028, 82, 1038)
article-headline: ବିବାହ ବନ୍ଧନରେ... (574, 1207, 666, 1222)
libra-icon: ♎ (727, 829, 775, 877)
zodiac-name: ଧନୁ (726, 1037, 776, 1049)
zodiac-media (726, 593, 776, 655)
registration-marks (168, 1479, 215, 1487)
zodiac-forecast: ଈଶ୍ୱରଙ୍କ କୃପାରୁ ସମସ୍ତ କାର୍ଯ୍ୟ ସୁରୁଖୁରୁରେ ସମ୍ପନ୍ନ ହେବ। ଅଂଶୀଦାରୀ କାରବାରରେ ଲାଭ ମିଳିବ। ମହିଳାମାନେ ଘରକାମରେ ବ୍ୟସ୍ତ ରହିବେ। ସନ୍ତାନଙ୍କ ଭବିଷ୍ୟତ ନେଇ ଯୋଜନା କରିବେ। ଅତିଥି ସମାଗମରେ ଗୃହ ଆନନ୍ଦମୁଖର ରହିବ। ଲେଖାଲେଖି କାର୍ଯ୍ୟରେ ସଫଳତା ମିଳିବ। ଅଜଣା ବ୍ୟକ୍ତିଙ୍କ ପ୍ରଲୋଭନରେ ନ ପଡ଼ନ୍ତୁ। ସ୍ୱାସ୍ଥ୍ୟ ଉତ୍ତମ ରହିବ। (781, 1369, 938, 1430)
article-headline: 'ନ୍ୟାୟପାଳିକାରେ ଦୁର୍ନୀତି' (34, 662, 147, 676)
city-heading: ଭୁବନେଶ୍ୱର (71, 109, 110, 118)
article-headline: ଧାନ ବିକି ଯାଉଥିଲେ... (304, 733, 393, 745)
cartoon-credit: (ଲୋକମୁଖରେ ପ୍ରଚଳିତ ଢଗଢମାଳିକୁ ନେଇ ଏହି ସ୍ତମ୍ଭ। ପାଠିକା-ପାଠକମାନେ ନିଜ ଅଞ୍ଚଳରେ ପ୍ରଚଳିତ ଢଗ ପଠାଇପାରିବେ।) (30, 951, 150, 973)
listing-text: • ସମବାୟ ସମିତିର ସାଧାରଣ ସଭା, ସ୍ଥାନ: ସମିତି କାର୍ଯ୍ୟାଳୟ, ସମୟ: ସକାଳ ୧୧ଟା। • ଧାନ କ୍ରୟ କେନ୍ଦ୍ର ଉଦ୍‌ଘାଟନ, ସ୍ଥାନ: ମଣ୍ଡି ପରିସର, ସମୟ: ସକାଳ ୧୦ଟା। • ଶିକ୍ଷକ ସମ୍ମାନ ସମାରୋହ, ସ୍ଥାନ: ଜିଲ୍ଲା ଶିକ୍ଷା ଅଧିକାରୀଙ୍କ କାର୍ଯ୍ୟାଳୟ, ସମୟ: ଅପରାହ୍ନ ୩ଟା। • ସଫେଇ ଅଭିଯାନ, ସ୍ଥାନ: ଦୈନିକ ବଜାର, ସମୟ: ସକାଳ ୭ଟା। • କୀର୍ତ୍ତନ ସମାରୋହ, ସ୍ଥାନ: ଗୋପୀନାଥ ମନ୍ଦିର, ସମୟ: ସନ୍ଧ୍ୟା ୭ଟା। (164, 319, 296, 396)
listing-text: • ଶିଶୁ ସ୍ୱାସ୍ଥ୍ୟ ପରୀକ୍ଷା ଶିବିର, ସ୍ଥାନ: ଅଙ୍ଗନୱାଡ଼ି କେନ୍ଦ୍ର, ସମୟ: ସକାଳ ୯ଟା। • ମିଶନ ଶକ୍ତି ସମାବେଶ, ସ୍ଥାନ: ବ୍ଲକ ପଡ଼ିଆ, ସମୟ: ସକାଳ ୧୦ଟା। • ପରିବେଶ ସୁରକ୍ଷା ଶୋଭାଯାତ୍ରା, ସ୍ଥାନ: ବସଷ୍ଟାଣ୍ଡ ଛକ, ସମୟ: ସକାଳ ୮ଟା। • ବୟୋଜ୍ୟେଷ୍ଠ ନାଗରିକ ସମ୍ମିଳନୀ, ସ୍ଥାନ: ପୌର ପାଠାଗାର, ସମୟ: ଅପରାହ୍ନ ୪ଟା। • ଦୀପଦାନ ଓ ଆରତୀ, ସ୍ଥାନ: ନଦୀଘାଟ, ସମୟ: ସନ୍ଧ୍ୟା ୬ଟା। (444, 120, 576, 197)
zodiac-item (726, 592, 938, 697)
zodiac-media (726, 1370, 776, 1432)
article-body: ମାମଲାର ପରବର୍ତ୍ତୀ ଶୁଣାଣି ଆସନ୍ତା ସପ୍ତାହରେ ଧାର୍ଯ୍ୟ ହୋଇଛି। ଉଭୟ ପକ୍ଷଙ୍କ ଯୁକ୍ତି ଶୁଣିବା ପରେ ଅଦାଲତ ଏହି ନିର୍ଦ୍ଦେଶ ଦେଇଛନ୍ତି। ସରକାରଙ୍କ ପକ୍ଷରୁ ଏଯାବତ୍ କୌଣସି ପ୍ରତିକ୍ରିୟା ପ୍ରକାଶ ପାଇନାହିଁ। ବିରୋଧୀ ଦଳ ଏହି ପ୍ରସଙ୍ଗକୁ ନେଇ ସରକାରଙ୍କୁ ଘେରିବାକୁ ପ୍ରସ୍ତୁତି ଚଳାଇଛି। ଏହି ଘଟଣା ପରେ ଅଞ୍ଚଳରେ ଚାପା ଉତ୍ତେଜନା ପ୍ରକାଶ ପାଇଛି। ସ୍ଥାନୀୟ ଲୋକଙ୍କ କହିବା କଥା, ଦୀର୍ଘ ଦିନ ଧରି ଏ ନେଇ ଅଭିଯୋଗ ହୋଇ ଆସୁଥିଲେ ମଧ୍ୟ କୌଣସି କାର୍ଯ୍ୟାନୁଷ୍ଠାନ ଗ୍ରହଣ କରାଯାଇ ନଥିଲା। ଜିଲ୍ଲା ପ୍ରଶାସନ ପକ୍ଷରୁ ଉଚ୍ଚସ୍ତରୀୟ ତଦନ୍ତ ପାଇଁ ନିର୍ଦ୍ଦେଶ ଦିଆଯାଇଥିବା ବେଳେ ଦୋଷୀଙ୍କ ବିରୋଧରେ ଦୃଢ଼ କାର୍ଯ୍ୟାନୁଷ୍ଠାନ ଦାବି ହୋଇଛି। ଏନେଇ ବିଭିନ୍ନ ସଂଗଠନ ପକ୍ଷରୁ ସ୍ମାରକପତ୍ର ପ୍ରଦାନ କରାଯାଇଛି। (25, 679, 156, 817)
satellite-weather-map (25, 1163, 265, 1460)
aries-icon: ♈ (727, 163, 775, 211)
listing-column (584, 106, 715, 652)
zodiac-item (726, 1036, 938, 1141)
middle-articles (25, 662, 715, 1158)
article-column (305, 662, 436, 1158)
city-heading: ସମ୍ବଲପୁର (632, 191, 667, 201)
section-title: ରାଜ୍ୟ (812, 11, 875, 43)
zodiac-item (726, 1147, 938, 1252)
zodiac-name: ବୃଷ (726, 260, 776, 272)
city-heading: ରାଉରକେଲା (632, 274, 667, 283)
cancer-icon: ♋ (727, 496, 775, 544)
horoscope-sidebar (726, 80, 938, 1462)
zodiac-item (726, 1258, 938, 1363)
zodiac-media (726, 1037, 776, 1099)
zodiac-name: ତୁଳା (726, 815, 776, 827)
zodiac-media (726, 149, 776, 211)
verse-line: ଘର ଖୁରି ପାଣି ଆଙ୍କୁ ହୋଇଲେ (30, 1017, 128, 1027)
cartoon-face-icon (30, 919, 56, 949)
gemini-icon: ♊ (727, 385, 775, 433)
zodiac-forecast: ଅପ୍ରତ୍ୟାଶିତ ବାଧା ଓ ଅସୁବିଧାର ସମ୍ମୁଖୀନ ହେବାକୁ ପଡ଼ିପାରେ। ଜରୁରୀ କାର୍ଯ୍ୟ ସକାଳୁ ସାରିଦେବା ଭଲ। କାହା ସହ ବାଦବିବାଦରେ ନ ପଡ଼ିବା ଶ୍ରେୟସ୍କର। ଗୁପ୍ତ ଶତ୍ରୁଙ୍କଠାରୁ ସାବଧାନ ରହନ୍ତୁ। ପରିବାରର ସହଯୋଗ ମନୋବଳ ବଢ଼ାଇବ। ଆଧ୍ୟାତ୍ମିକ ଚିନ୍ତନରେ ଶାନ୍ତି ମିଳିବ। ଦୂର ଯାତ୍ରା ସ୍ଥଗିତ ରଖନ୍ତୁ। ଧନ ଆଦାନପ୍ରଦାନରେ ସତର୍କତା ଜରୁରୀ। (781, 925, 938, 986)
article-column (272, 1163, 413, 1458)
header-rule (18, 57, 928, 59)
print-page-mark: 9 (928, 1480, 934, 1490)
city-heading: କେନ୍ଦ୍ରାପଡ଼ା (632, 109, 667, 118)
verse-line: ଘର ଫୁଣ୍ଡି, ତୋର ଫୁଣ୍ଡି, (30, 977, 113, 987)
lower-articles (272, 1163, 715, 1458)
listing-text: • ପଲ୍ଲୀସଭା ବୈଠକ, ସ୍ଥାନ: ପଞ୍ଚାୟତ ଭବନ, ସମୟ: ସକାଳ ୧୧ଟା। • କର୍ମଚାରୀ ସଂଘର ବାର୍ଷିକ ଅଧିବେଶନ, ସ୍ଥାନ: ଟାଉନହଲ, ସମୟ: ଅପରାହ୍ନ ୪ଟା। • ନେତ୍ର ଚିକିତ୍ସା ଶିବିର, ସ୍ଥାନ: ଦାତବ୍ୟ ଚିକିତ୍ସାଳୟ, ସମୟ: ସକାଳ ୯ଟା। • ପୁସ୍ତକ ଉନ୍ମୋଚନ, ସ୍ଥାନ: ସାହିତ୍ୟ ଭବନ, ସମୟ: ସନ୍ଧ୍ୟା ୫ଟା। • ଭଜନ ସନ୍ଧ୍ୟା, ସ୍ଥାନ: ହନୁମାନ ମନ୍ଦିର, ସମୟ: ସନ୍ଧ୍ୟା ୭ଟା। (584, 120, 715, 188)
city-heading: ଚୌଦ୍ୱାର (215, 109, 245, 118)
article-body: କାର୍ଯ୍ୟକ୍ରମରେ ମୁଖ୍ୟ ଅତିଥି ଭାବେ ଯୋଗ ଦେଇ ବରିଷ୍ଠ ଅଧିକାରୀ କହିଥିଲେ, ଆଗାମୀ ଦିନରେ ଏହି ଯୋଜନାକୁ ଆହୁରି ବ୍ୟାପକ କରାଯିବ। ଏହି ଅବସରରେ ବହୁ ଗଣ୍ୟମାନ୍ୟ ବ୍ୟକ୍ତି ଉପସ୍ଥିତ ରହି ମତାମତ ରଖିଥିଲେ। (574, 1163, 715, 1206)
article-headline: ନାମାଙ୍କ ଭରିଲେ... (584, 663, 678, 677)
leo-icon: ♌ (727, 607, 775, 655)
zodiac-forecast: ଆତ୍ମବିଶ୍ୱାସ ଭରପୂର ରହିବ। ଅଧୁରା କାର୍ଯ୍ୟ ସମ୍ପୂର୍ଣ୍ଣ ହେବାର ଯୋଗ ରହିଛି। ଚାକିରିଜୀବୀଙ୍କୁ ନୂଆ ଦାୟିତ୍ୱ ମିଳିପାରେ। ସନ୍ତାନଙ୍କ ସଫଳତାରେ ଗର୍ବ ଅନୁଭବ କରିବେ। ଅର୍ଥ ବିନିଯୋଗ ପୂର୍ବରୁ ଭଲଭାବେ ବିଚାର କରନ୍ତୁ। ଘରେ ଶୁଭକାର୍ଯ୍ୟର ଆଲୋଚନା ହେବ। ଶତ୍ରୁପକ୍ଷ ନିଷ୍କ୍ରିୟ ରହିବେ। ରକ୍ତଚାପ ରୋଗୀ ସାବଧାନ ରହନ୍ତୁ। (781, 592, 938, 644)
article-body: ଏହି ଘଟଣା ପରେ ଅଞ୍ଚଳରେ ଖୁସିର ଲହର ଖେଳିଯାଇଛି। ଉଭୟ ପରିବାର ପକ୍ଷରୁ ଅତିଥିମାନଙ୍କୁ ସ୍ୱାଗତ କରାଯାଇଥିଲା। ସ୍ଥାନୀୟ ଲୋକଙ୍କ କହିବା କଥା, ଏଭଳି ଆୟୋଜନ ଅଞ୍ଚଳ ପାଇଁ ଗୌରବର ବିଷୟ। ମାମଲାର ଅନ୍ୟ ଦିଗ ସମ୍ପର୍କରେ ବୁଝାମଣା ପରେ ନିଷ୍ପତ୍ତି ନିଆଯିବ ବୋଲି ଜଣାପଡ଼ିଛି। ଶେଷରେ ସମସ୍ତଙ୍କୁ ଧନ୍ୟବାଦ ଅର୍ପଣ କରାଯାଇଥିଲା। (574, 1225, 715, 1286)
zodiac-item (726, 148, 938, 253)
